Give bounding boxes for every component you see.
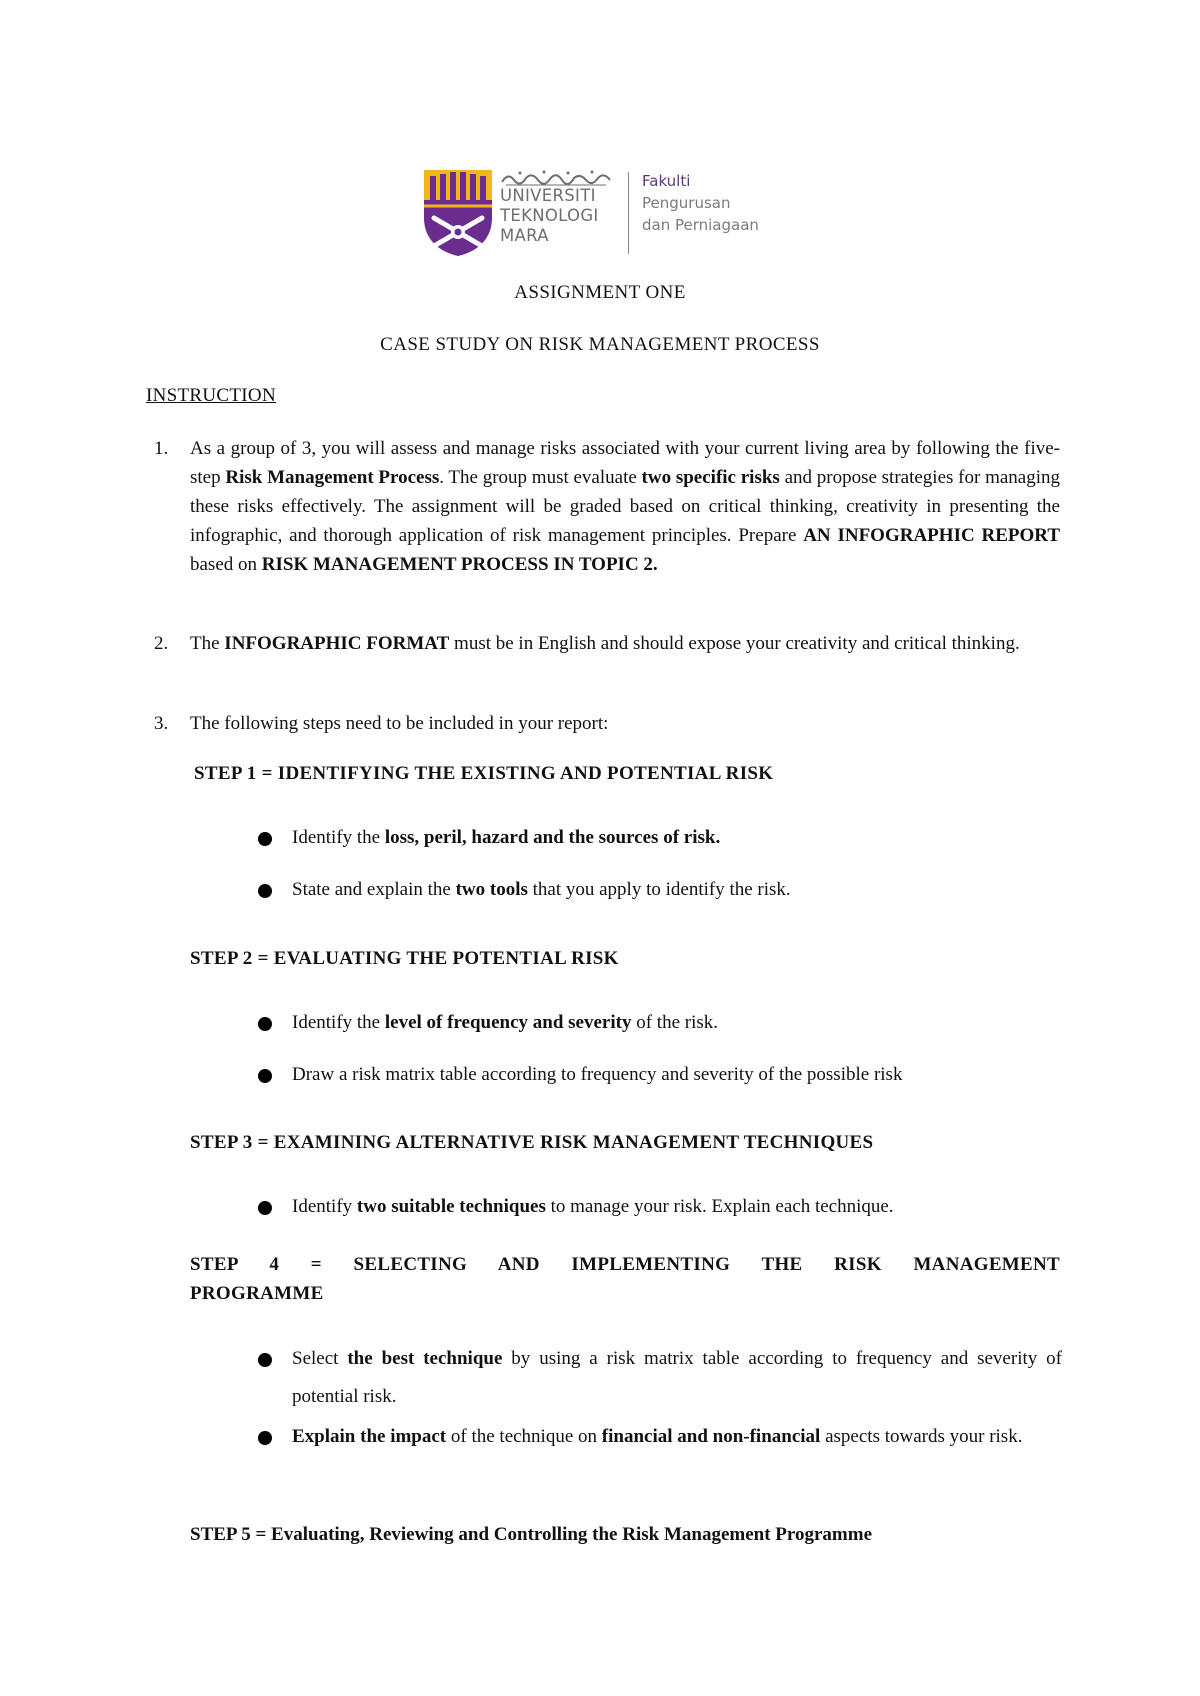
text-run: to manage your risk. Explain each technique.	[545, 1196, 894, 1217]
bullet-text	[292, 1004, 1062, 1042]
text-run: Select	[292, 1348, 348, 1369]
item-number: 1.	[154, 438, 169, 459]
instruction-item	[146, 629, 1060, 658]
bullet-item	[258, 819, 1062, 857]
bold-text-run: Risk Management Process	[225, 467, 440, 488]
bullet-item	[258, 871, 1062, 909]
university-logo	[420, 166, 790, 258]
bullet-text	[292, 819, 1062, 857]
bullet-text	[292, 1340, 1062, 1416]
text-run: based on	[190, 554, 262, 575]
logo-divider	[628, 172, 629, 254]
bullet-text	[292, 1418, 1062, 1456]
instruction-item	[146, 434, 1060, 579]
text-run: must be in English and should expose your creativity and critical thinking.	[449, 633, 1020, 654]
step-heading: STEP 3 = EXAMINING ALTERNATIVE RISK MANAGEMENT TECHNIQUES	[190, 1132, 874, 1153]
step-heading: STEP 2 = EVALUATING THE POTENTIAL RISK	[190, 948, 619, 969]
text-run: Identify the	[292, 827, 385, 848]
bullet-dot-icon	[258, 1069, 272, 1083]
step-heading: STEP 1 = IDENTIFYING THE EXISTING AND POTENTIAL RISK	[194, 763, 774, 784]
bullet-item	[258, 1004, 1062, 1042]
text-run: Identify the	[292, 1012, 385, 1033]
bullet-dot-icon	[258, 1201, 272, 1215]
bold-text-run: financial and non-financial	[601, 1426, 821, 1447]
text-run: The following steps need to be included in your report:	[190, 713, 609, 734]
bullet-text	[292, 871, 1062, 909]
bold-text-run: AN INFOGRAPHIC REPORT	[803, 525, 1060, 546]
text-run: of the technique on	[446, 1426, 602, 1447]
bold-text-run: two tools	[455, 879, 528, 900]
bullet-text	[292, 1056, 1062, 1094]
bullet-dot-icon	[258, 1017, 272, 1031]
text-run: aspects towards your risk.	[820, 1426, 1023, 1447]
document-title: ASSIGNMENT ONE	[514, 282, 686, 303]
item-number: 3.	[154, 713, 169, 734]
step-heading: STEP 4 = SELECTING AND IMPLEMENTING THE RISK MANAGEMENT PROGRAMME	[190, 1254, 1060, 1304]
text-run: Identify	[292, 1196, 357, 1217]
bold-text-run: RISK MANAGEMENT PROCESS IN TOPIC 2.	[261, 554, 658, 575]
text-run: As a group of 3, you will assess and manage risks associated with your current living area by following the five-step	[190, 438, 1060, 488]
text-run: and propose strategies for managing these risks effectively. The assignment will be graded based on critical thinking, creativity in presenting the infographic, and thorough application of risk management principles. Prepare	[190, 467, 1060, 546]
text-run: State and explain the	[292, 879, 456, 900]
text-run: that you apply to identify the risk.	[527, 879, 791, 900]
university-name-line: UNIVERSITI	[500, 186, 596, 205]
bold-text-run: two specific risks	[641, 467, 780, 488]
instruction-item	[146, 709, 1060, 738]
university-name	[500, 186, 599, 246]
item-text	[190, 434, 1060, 579]
bold-text-run: INFOGRAPHIC FORMAT	[224, 633, 450, 654]
university-jawi-script	[500, 168, 612, 188]
step-heading: STEP 5 = Evaluating, Reviewing and Controlling the Risk Management Programme	[190, 1524, 873, 1545]
faculty-name	[642, 170, 759, 236]
bullet-dot-icon	[258, 1431, 272, 1445]
text-run: Draw a risk matrix table according to frequency and severity of the possible risk	[292, 1064, 903, 1085]
bullet-item	[258, 1418, 1062, 1456]
university-name-line: MARA	[500, 226, 549, 245]
uitm-crest-icon	[420, 166, 496, 258]
bold-text-run: loss, peril, hazard and the sources of risk.	[384, 827, 721, 848]
bold-text-run: level of frequency and severity	[384, 1012, 632, 1033]
item-number: 2.	[154, 633, 169, 654]
instruction-heading: INSTRUCTION	[146, 385, 276, 406]
text-run: . The group must evaluate	[439, 467, 642, 488]
bullet-dot-icon	[258, 884, 272, 898]
bullet-text	[292, 1188, 1062, 1226]
bullet-item	[258, 1056, 1062, 1094]
document-subtitle: CASE STUDY ON RISK MANAGEMENT PROCESS	[380, 334, 820, 355]
faculty-name-line: Fakulti	[642, 172, 691, 190]
bullet-item	[258, 1188, 1062, 1226]
faculty-name-line: Pengurusan	[642, 194, 731, 212]
bold-text-run: Explain the impact	[292, 1426, 447, 1447]
text-run: by using a risk matrix table according to frequency and severity of potential risk.	[292, 1348, 1062, 1407]
bullet-dot-icon	[258, 1353, 272, 1367]
faculty-name-line: dan Perniagaan	[642, 216, 759, 234]
bullet-item	[258, 1340, 1062, 1416]
text-run: The	[190, 633, 225, 654]
bold-text-run: two suitable techniques	[356, 1196, 546, 1217]
text-run: of the risk.	[631, 1012, 719, 1033]
bold-text-run: the best technique	[347, 1348, 503, 1369]
bullet-dot-icon	[258, 832, 272, 846]
university-name-line: TEKNOLOGI	[500, 206, 599, 225]
item-text	[190, 629, 1060, 658]
item-text	[190, 709, 1060, 738]
